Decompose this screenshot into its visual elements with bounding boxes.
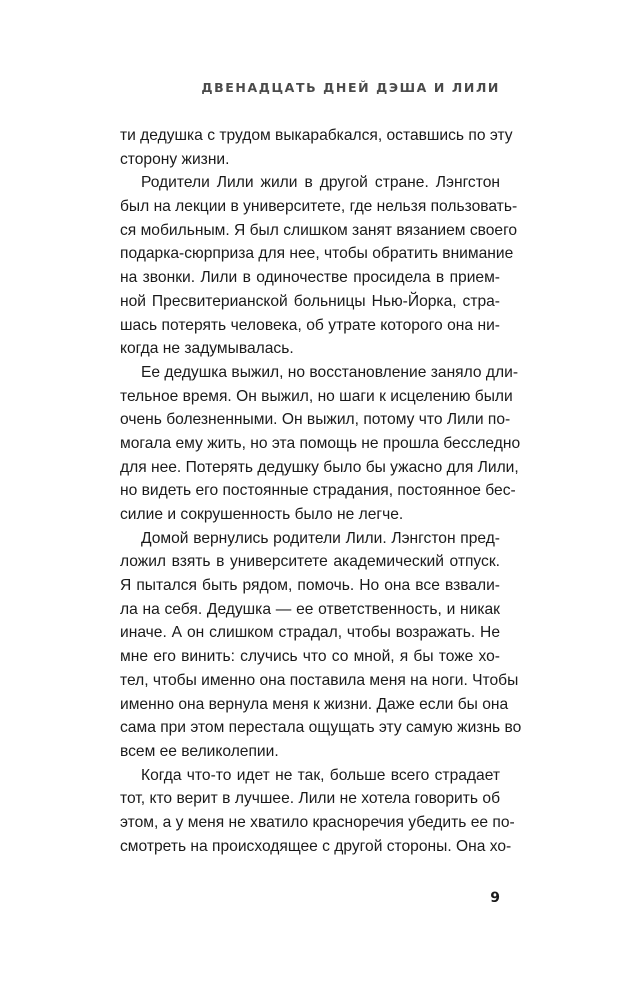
text-line: для нее. Потерять дедушку было бы ужасно для Лили, <box>120 458 519 476</box>
text-line: очень болезненными. Он выжил, потому что Лили по- <box>120 411 511 429</box>
text-line: ся мобильным. Я был слишком занят вязанием своего <box>120 221 518 239</box>
running-head-title: ДВЕНАДЦАТЬ ДНЕЙ ДЭША И ЛИЛИ <box>201 80 500 95</box>
text-line: ной Пресвитерианской больницы Нью-Йорка, стра- <box>120 292 500 310</box>
text-line: могала ему жить, но эта помощь не прошла бесследно <box>120 434 521 452</box>
text-line: иначе. А он слишком страдал, чтобы возражать. Не <box>120 624 500 642</box>
text-line: ла на себя. Дедушка — ее ответственность, и никак <box>120 600 500 618</box>
text-line: тот, кто верит в лучшее. Лили не хотела говорить об <box>120 790 500 808</box>
paragraph-first-line: Ее дедушка выжил, но восстановление заняло дли- <box>141 363 519 381</box>
paragraph-first-line: Родители Лили жили в другой стране. Лэнгстон <box>141 174 500 192</box>
text-line: когда не задумывалась. <box>120 340 294 358</box>
paragraph-first-line: Домой вернулись родители Лили. Лэнгстон пред- <box>141 529 500 547</box>
text-line: ложил взять в университете академический отпуск. <box>120 553 500 571</box>
text-line: Я пытался быть рядом, помочь. Но она все взвали- <box>120 577 500 595</box>
text-line: сама при этом перестала ощущать эту самую жизнь во <box>120 719 522 737</box>
text-line: подарка-сюрприза для нее, чтобы обратить внимание <box>120 245 514 263</box>
text-line: ти дедушка с трудом выкарабкался, оставшись по эту <box>120 127 513 144</box>
text-line: силие и сокрушенность было не легче. <box>120 506 404 523</box>
text-line: смотреть на происходящее с другой стороны. Она хо- <box>120 837 512 855</box>
text-line: сторону жизни. <box>120 150 230 168</box>
text-line: шась потерять человека, об утрате которого она ни- <box>120 316 500 334</box>
text-line: на звонки. Лили в одиночестве просидела в прием- <box>120 269 500 287</box>
text-line: тел, чтобы именно она поставила меня на ноги. Чтобы <box>120 671 519 689</box>
text-line: этом, а у меня не хватило красноречия убедить ее по- <box>120 813 515 831</box>
text-line: но видеть его постоянные страдания, постоянное бес- <box>120 482 516 500</box>
text-line: тельное время. Он выжил, но шаги к исцелению были <box>120 387 513 405</box>
text-line: мне его винить: случись что со мной, я бы тоже хо- <box>120 648 500 666</box>
page-number: 9 <box>490 890 500 906</box>
body-text <box>120 124 522 858</box>
paragraph-first-line: Когда что-то идет не так, больше всего страдает <box>141 766 500 784</box>
text-line: именно она вернула меня к жизни. Даже если бы она <box>120 695 509 713</box>
text-line: всем ее великолепии. <box>120 742 279 760</box>
text-line: был на лекции в университете, где нельзя пользовать- <box>120 198 518 216</box>
